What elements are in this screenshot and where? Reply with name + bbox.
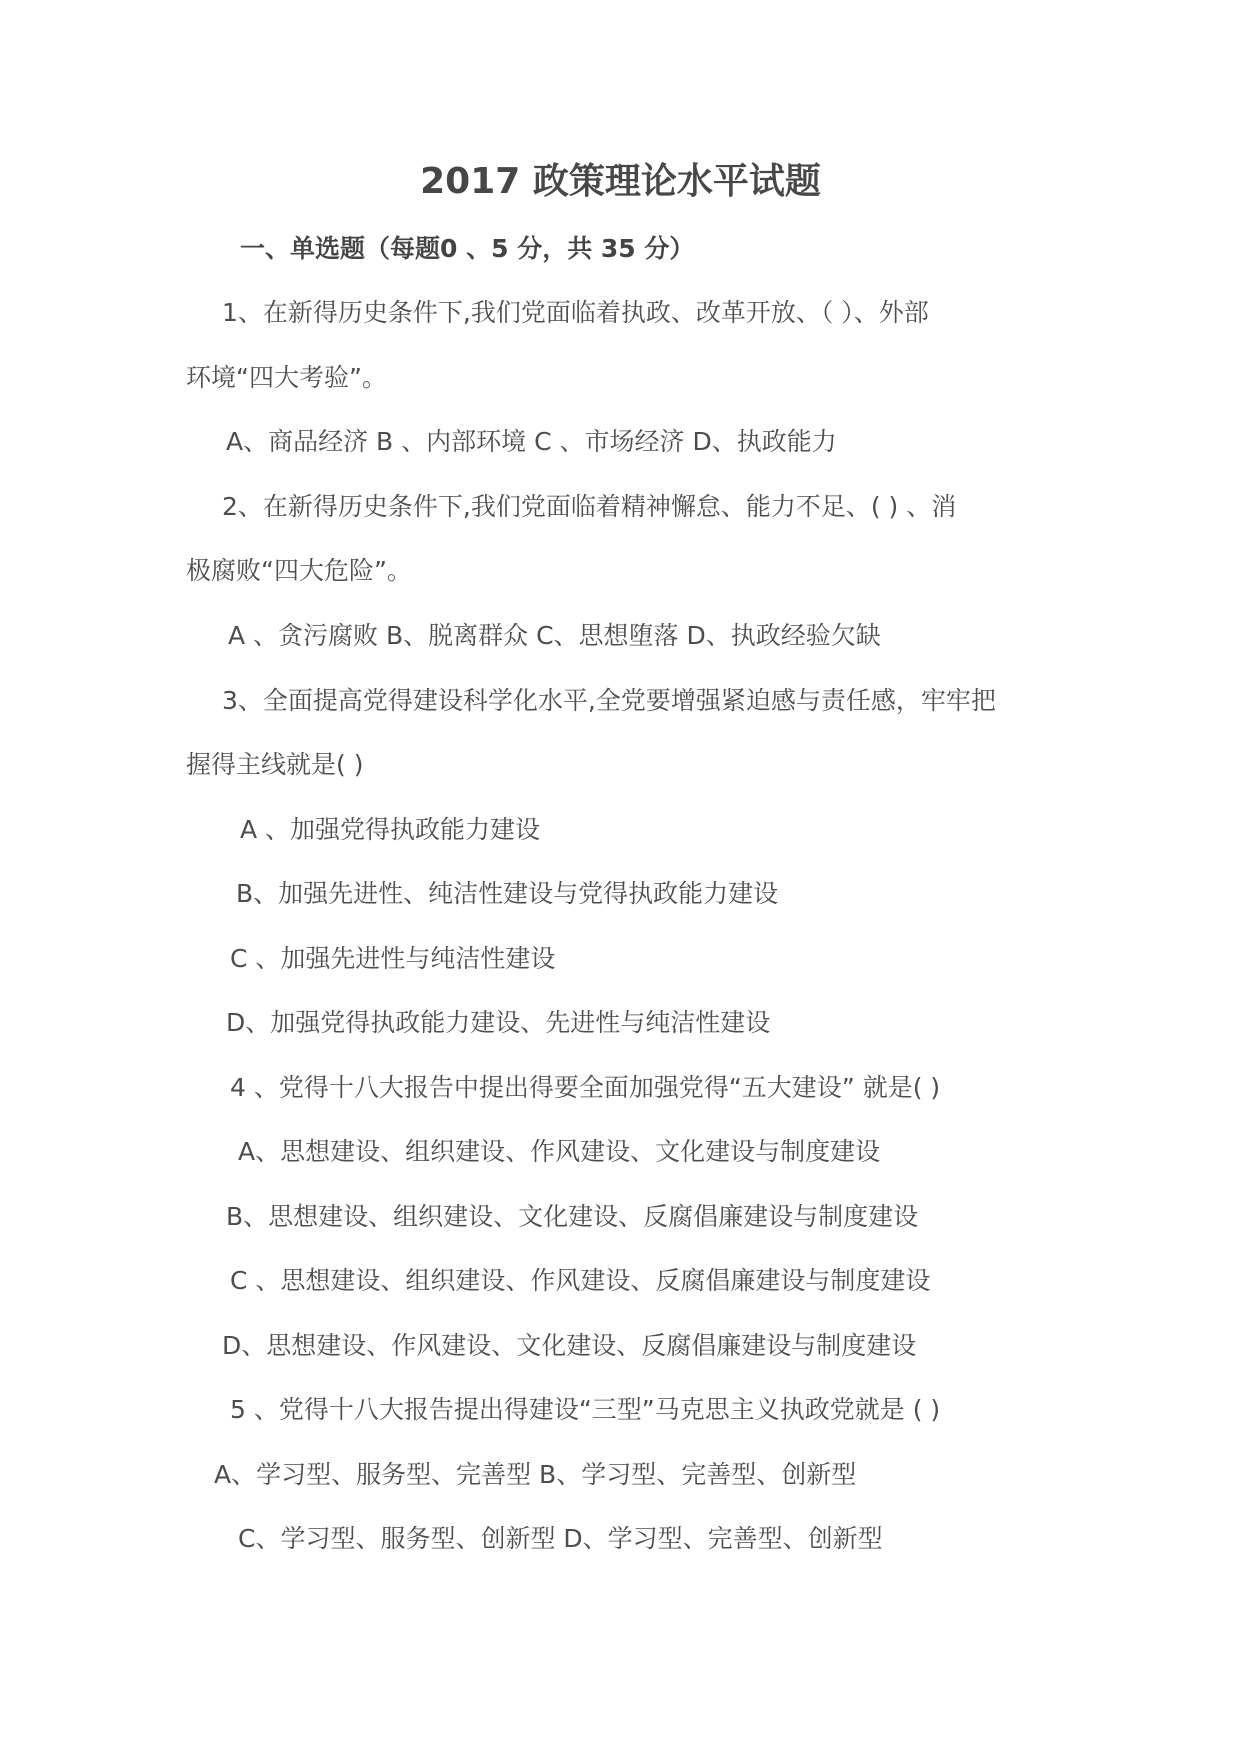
section-heading: 一、单选题（每题0 、5 分，共 35 分） bbox=[240, 234, 695, 263]
question-5-stem: 5 、党得十八大报告提出得建设“三型”马克思主义执政党就是 ( ) bbox=[230, 1395, 941, 1424]
question-4-option-a: A、思想建设、组织建设、作风建设、文化建设与制度建设 bbox=[238, 1137, 881, 1166]
document-title: 2017 政策理论水平试题 bbox=[420, 161, 821, 202]
question-3-stem-line-2: 握得主线就是( ) bbox=[186, 750, 364, 779]
question-5-options-line-1: A、学习型、服务型、完善型 B、学习型、完善型、创新型 bbox=[214, 1460, 857, 1489]
question-1-stem-line-1: 1、在新得历史条件下,我们党面临着执政、改革开放、（ ）、外部 bbox=[222, 298, 929, 327]
question-1-stem-line-2: 环境“四大考验”。 bbox=[186, 363, 387, 392]
question-3-option-a: A 、加强党得执政能力建设 bbox=[240, 815, 541, 844]
question-1-options: A、商品经济 B 、内部环境 C 、市场经济 D、执政能力 bbox=[226, 427, 837, 456]
question-4-option-c: C 、思想建设、组织建设、作风建设、反腐倡廉建设与制度建设 bbox=[230, 1266, 931, 1295]
question-2-stem-line-1: 2、在新得历史条件下,我们党面临着精神懈怠、能力不足、( ) 、消 bbox=[222, 492, 957, 521]
question-3-option-c: C 、加强先进性与纯洁性建设 bbox=[230, 944, 556, 973]
question-3-stem-line-1: 3、全面提高党得建设科学化水平,全党要增强紧迫感与责任感，牢牢把 bbox=[222, 686, 996, 715]
question-2-stem-line-2: 极腐败“四大危险”。 bbox=[186, 556, 412, 585]
question-3-option-b: B、加强先进性、纯洁性建设与党得执政能力建设 bbox=[236, 879, 779, 908]
question-2-options: A 、贪污腐败 B、脱离群众 C、思想堕落 D、执政经验欠缺 bbox=[228, 621, 881, 650]
question-4-option-b: B、思想建设、组织建设、文化建设、反腐倡廉建设与制度建设 bbox=[226, 1202, 919, 1231]
question-4-option-d: D、思想建设、作风建设、文化建设、反腐倡廉建设与制度建设 bbox=[222, 1331, 917, 1360]
question-3-option-d: D、加强党得执政能力建设、先进性与纯洁性建设 bbox=[226, 1008, 771, 1037]
question-5-options-line-2: C、学习型、服务型、创新型 D、学习型、完善型、创新型 bbox=[238, 1524, 883, 1553]
question-4-stem: 4 、党得十八大报告中提出得要全面加强党得“五大建设” 就是( ) bbox=[230, 1073, 941, 1102]
